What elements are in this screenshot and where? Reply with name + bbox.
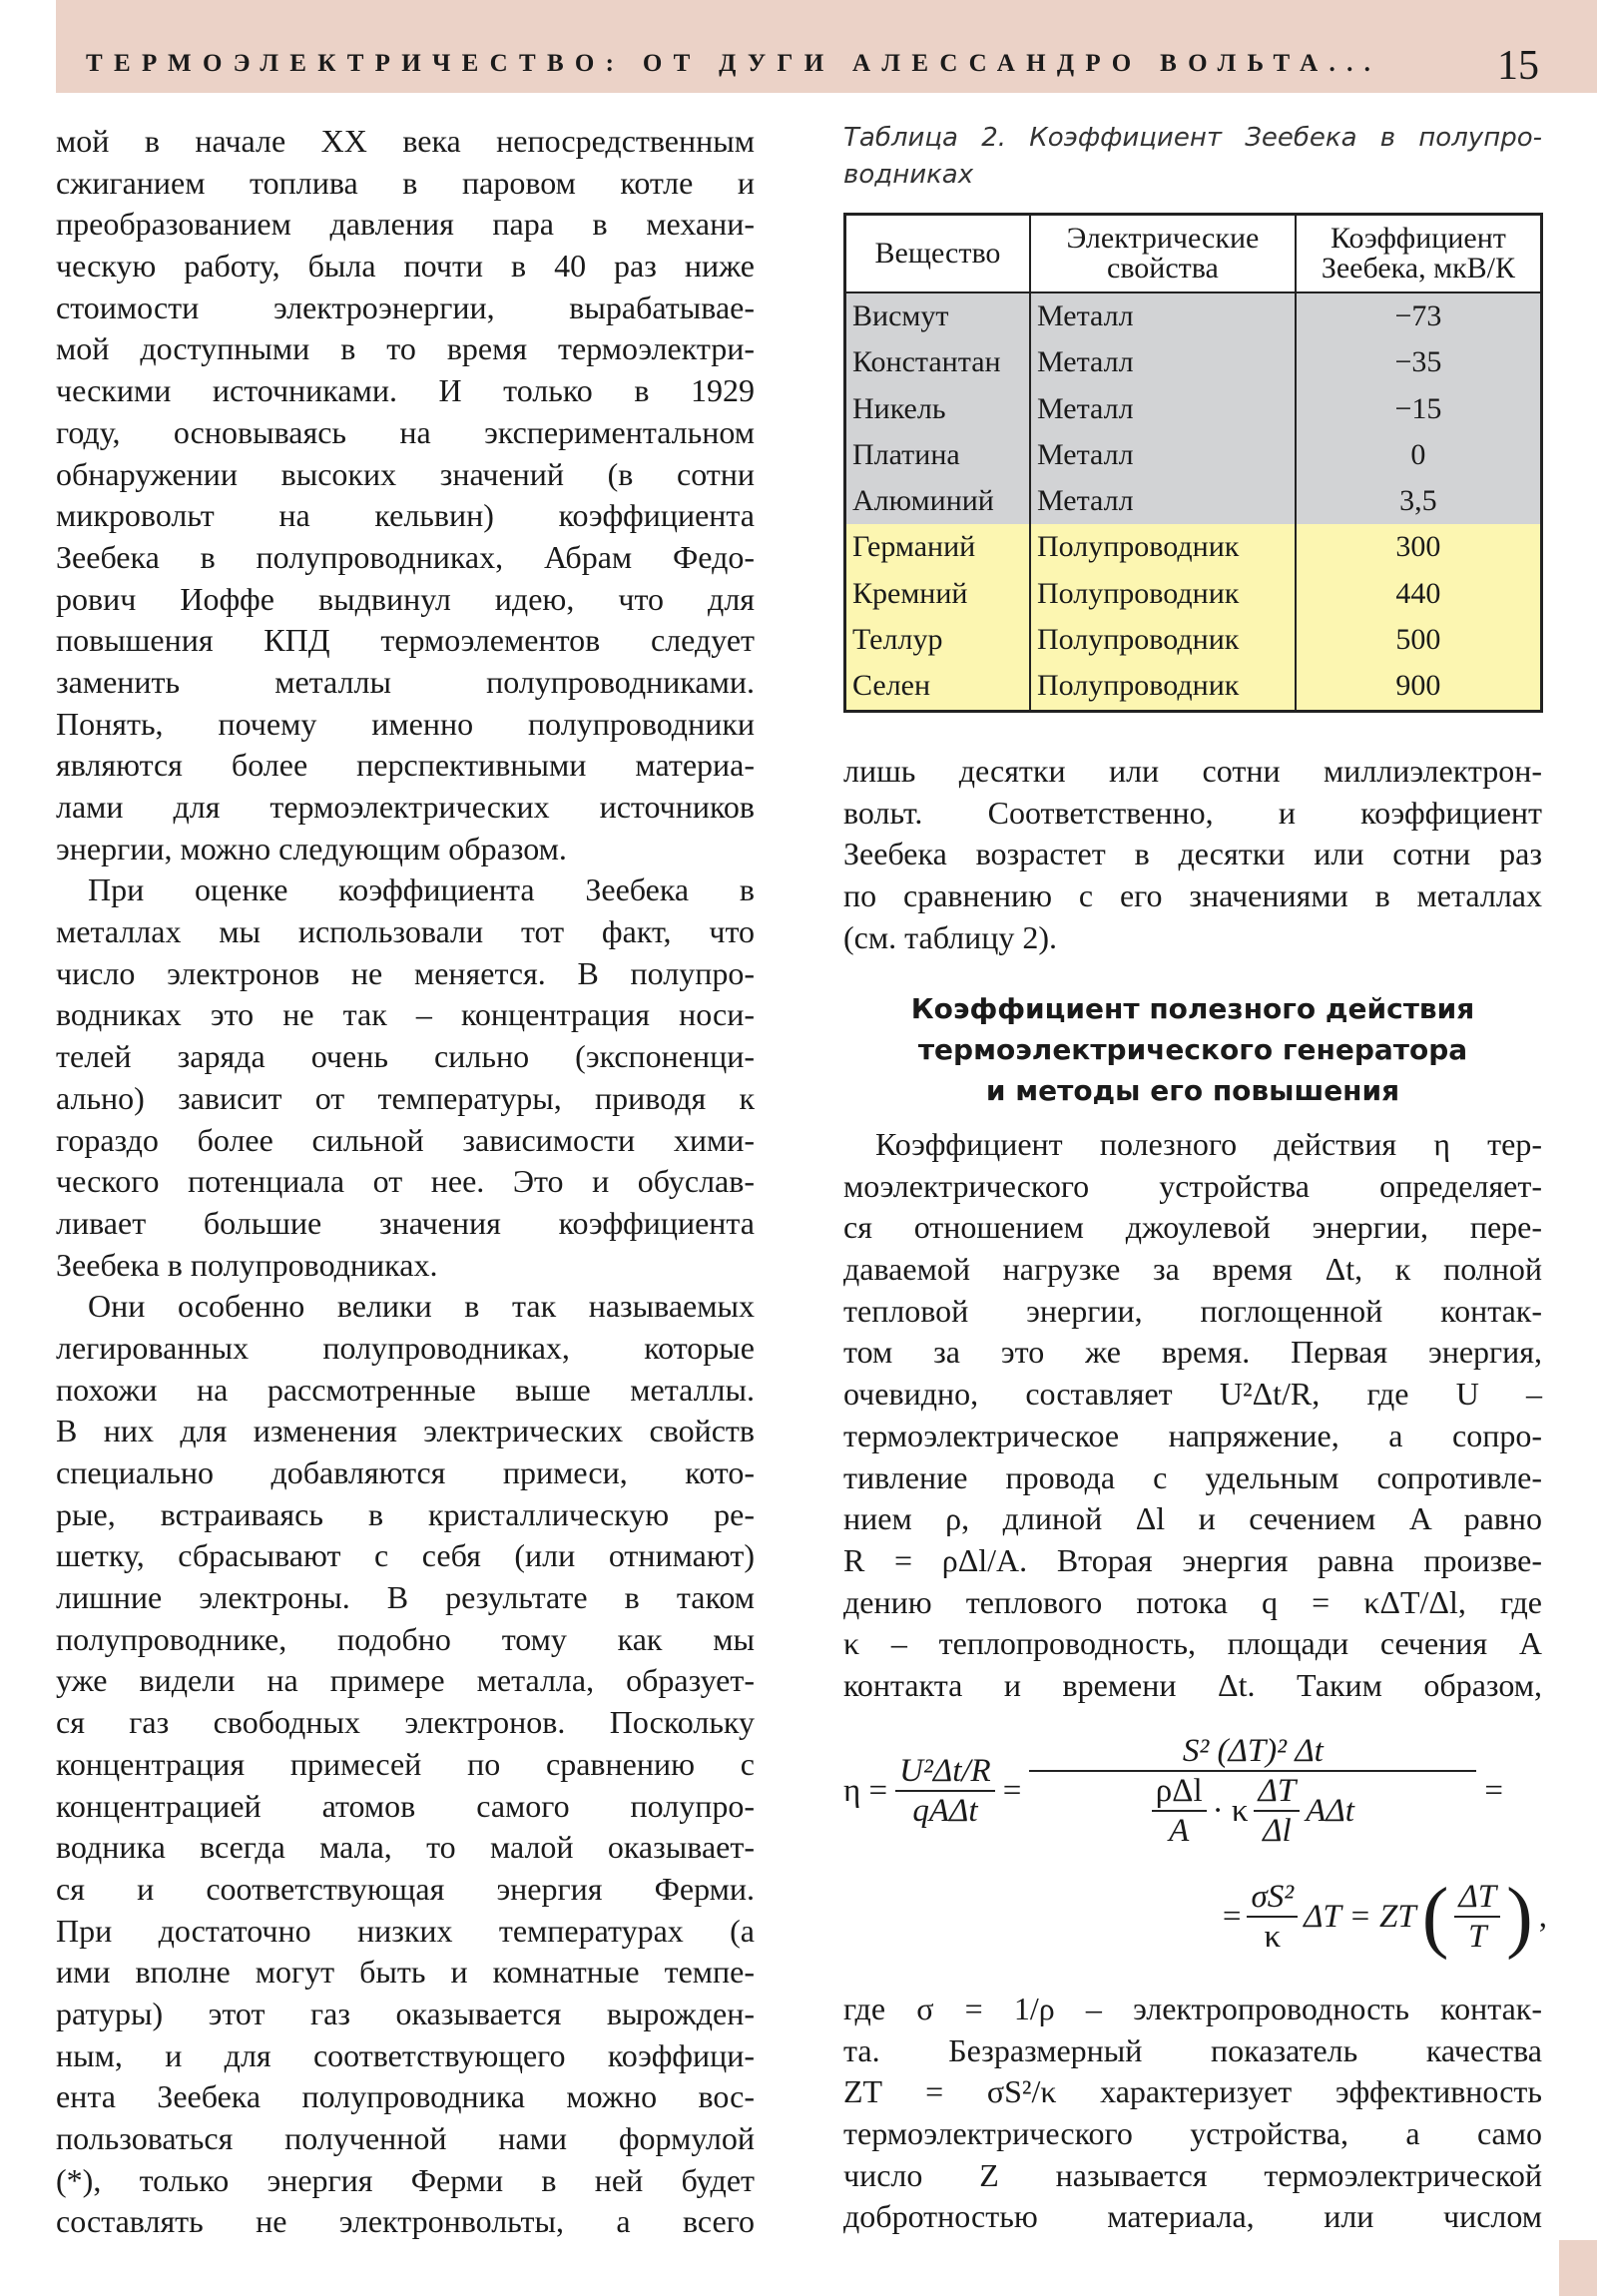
substance-cell: Германий bbox=[845, 524, 1030, 570]
text-line: Зеебека в полупроводниках, Абрам Федо- bbox=[56, 538, 755, 575]
table-row bbox=[845, 571, 1542, 617]
text-line: повышения КПД термоэлементов следует bbox=[56, 622, 755, 659]
text-line: году, основываясь на экспериментальном bbox=[56, 413, 755, 450]
fraction-4: $\frac{\Delta T}{T}$ bbox=[1454, 1878, 1500, 1956]
header-substance: Вещество bbox=[845, 215, 1030, 293]
fraction-2 bbox=[1029, 1732, 1476, 1850]
text-line: телей заряда очень сильно (экспоненци- bbox=[56, 1038, 755, 1075]
text-line: пользоваться полученной нами формулой bbox=[56, 2120, 755, 2156]
denominator: qAΔt bbox=[912, 1793, 978, 1829]
heading-line: Коэффициент полезного действия bbox=[910, 992, 1475, 1025]
text-line: моэлектрического устройства определяет- bbox=[843, 1167, 1542, 1204]
property-cell: Металл bbox=[1030, 478, 1296, 524]
text-line: энергии, можно следующим образом. bbox=[56, 830, 567, 866]
substance-cell: Кремний bbox=[845, 571, 1030, 617]
substance-cell: Платина bbox=[845, 432, 1030, 478]
coefficient-cell: 900 bbox=[1296, 663, 1542, 711]
text-line: тивление провода с удельным сопротивле- bbox=[843, 1458, 1542, 1495]
formula-line-1 bbox=[843, 1732, 1503, 1850]
table-row bbox=[845, 663, 1542, 711]
text-line: микровольт на кельвин) коэффициента bbox=[56, 497, 755, 534]
table-caption bbox=[843, 120, 1542, 194]
text-line: При оценке коэффициента Зеебека в bbox=[88, 871, 755, 908]
sub-fraction: $\frac{\Delta T}{\Delta l}$ bbox=[1254, 1772, 1300, 1850]
table-row bbox=[845, 386, 1542, 432]
text-line: ратуры) этот газ оказывается вырожден- bbox=[56, 1995, 755, 2031]
text-line: Они особенно велики в так называемых bbox=[88, 1288, 755, 1325]
eta-symbol: η = bbox=[843, 1772, 888, 1809]
coefficient-cell: −73 bbox=[1296, 292, 1542, 339]
text-line: ZT = σS²/κ характеризует эффективность bbox=[843, 2073, 1542, 2110]
text-line: преобразованием давления пара в механи- bbox=[56, 206, 755, 243]
corner-decoration bbox=[1559, 2240, 1597, 2296]
text-line: При достаточно низких температурах (а bbox=[56, 1912, 755, 1949]
text-line: ся отношением джоулевой энергии, пере- bbox=[843, 1209, 1542, 1246]
text-line: стоимости электроэнергии, вырабатывае- bbox=[56, 288, 755, 325]
coefficient-cell: −15 bbox=[1296, 386, 1542, 432]
text-line: ся и соответствующая энергия Ферми. bbox=[56, 1870, 755, 1907]
text-line: очевидно, составляет U²Δt/R, где U – bbox=[843, 1376, 1542, 1413]
table-row bbox=[845, 524, 1542, 570]
fraction-1 bbox=[895, 1752, 995, 1830]
final-paragraph bbox=[843, 1989, 1542, 2238]
efficiency-paragraph bbox=[843, 1124, 1542, 1707]
substance-cell: Селен bbox=[845, 663, 1030, 711]
equals: = bbox=[1222, 1898, 1242, 1935]
fraction-3: $\frac{\text{σS²}}{\kappa}$ bbox=[1247, 1878, 1298, 1956]
table-row bbox=[845, 339, 1542, 385]
text-line: похожи на рассмотренные выше металлы. bbox=[56, 1371, 755, 1408]
numerator: S² (ΔT)² Δt bbox=[1182, 1733, 1324, 1769]
text-line: (*), только энергия Ферми в ней будет bbox=[56, 2161, 755, 2198]
coefficient-cell: 300 bbox=[1296, 524, 1542, 570]
equals: = bbox=[1002, 1772, 1022, 1809]
text-line: том за это же время. Первая энергия, bbox=[843, 1334, 1542, 1371]
text-line: ческого потенциала от нее. Это и обуслав- bbox=[56, 1163, 755, 1200]
substance-cell: Алюминий bbox=[845, 478, 1030, 524]
text-line: легированных полупроводниках, которые bbox=[56, 1329, 755, 1366]
denominator: $\frac{\text{ρΔl}}{A}$ · κ $\frac{\Delta T}{\Delta l}$ AΔt bbox=[1148, 1772, 1358, 1850]
text-line: шетку, сбрасывают с себя (или отнимают) bbox=[56, 1537, 755, 1574]
text-line: мой доступными в то время термоэлектри- bbox=[56, 330, 755, 367]
text-line: даваемой нагрузке за время Δt, к полной bbox=[843, 1251, 1542, 1288]
property-cell: Полупроводник bbox=[1030, 571, 1296, 617]
table-row bbox=[845, 432, 1542, 478]
text-line: В них для изменения электрических свойств bbox=[56, 1413, 755, 1449]
header-seebeck-coefficient: Коэффициент Зеебека, мкВ/К bbox=[1296, 215, 1542, 293]
text-line: ся газ свободных электронов. Поскольку bbox=[56, 1704, 755, 1741]
substance-cell: Константан bbox=[845, 339, 1030, 385]
text-line: (см. таблицу 2). bbox=[843, 918, 1058, 955]
property-cell: Металл bbox=[1030, 339, 1296, 385]
text-line: Зеебека в полупроводниках. bbox=[56, 1246, 438, 1283]
header-electrical-properties: Электрические свойства bbox=[1030, 215, 1296, 293]
text-line: по сравнению с его значениями в металлах bbox=[843, 877, 1542, 914]
text-line: ным, и для соответствующего коэффици- bbox=[56, 2036, 755, 2073]
text-line: добротностью материала, или числом bbox=[843, 2198, 1542, 2235]
equals: = bbox=[1484, 1772, 1503, 1809]
text-line: дению теплового потока q = κΔT/Δl, где bbox=[843, 1583, 1542, 1620]
text-line: рович Иоффе выдвинул идею, что для bbox=[56, 580, 755, 617]
efficiency-formula bbox=[843, 1732, 1547, 1982]
text-line: ально) зависит от температуры, приводя к bbox=[56, 1079, 755, 1116]
zt-term: ΔT = ZT bbox=[1304, 1898, 1416, 1935]
text-line: полупроводнике, подобно тому как мы bbox=[56, 1620, 755, 1657]
header-band bbox=[56, 0, 1597, 93]
text-line: контакта и времени Δt. Таким образом, bbox=[843, 1666, 1542, 1703]
text-line: ческими источниками. И только в 1929 bbox=[56, 372, 755, 409]
text-line: ческую работу, была почти в 40 раз ниже bbox=[56, 248, 755, 285]
sub-fraction: $\frac{\text{ρΔl}}{A}$ bbox=[1152, 1772, 1207, 1850]
text-line: термоэлектрическое напряжение, а сопро- bbox=[843, 1417, 1542, 1453]
text-line: водника всегда мала, то малой оказывает- bbox=[56, 1829, 755, 1866]
property-cell: Полупроводник bbox=[1030, 663, 1296, 711]
text-line: ливает большие значения коэффициента bbox=[56, 1204, 755, 1241]
text-line: Понять, почему именно полупроводники bbox=[56, 705, 755, 742]
property-cell: Металл bbox=[1030, 432, 1296, 478]
text-line: где σ = 1/ρ – электропроводность контак- bbox=[843, 1991, 1542, 2026]
text-line: Коэффициент полезного действия η тер- bbox=[875, 1126, 1542, 1162]
text-line: термоэлектрического устройства, а само bbox=[843, 2115, 1542, 2152]
table-row bbox=[845, 292, 1542, 339]
text-line: рые, встраиваясь в кристаллическую ре- bbox=[56, 1495, 755, 1532]
text-line: Зеебека возрастет в десятки или сотни раз bbox=[843, 836, 1542, 872]
property-cell: Полупроводник bbox=[1030, 524, 1296, 570]
heading-line: и методы его повышения bbox=[985, 1074, 1400, 1107]
heading-line: термоэлектрического генератора bbox=[917, 1033, 1468, 1066]
running-title: ТЕРМОЭЛЕКТРИЧЕСТВО: ОТ ДУГИ АЛЕССАНДРО ВОЛЬТА... bbox=[86, 50, 1382, 77]
table-row bbox=[845, 478, 1542, 524]
text-line: тепловой энергии, поглощенной контак- bbox=[843, 1292, 1542, 1329]
coefficient-cell: −35 bbox=[1296, 339, 1542, 385]
numerator: U²Δt/R bbox=[899, 1753, 991, 1789]
text-line: мой в начале XX века непосредственным bbox=[56, 123, 755, 159]
text-line: являются более перспективными материа- bbox=[56, 747, 755, 784]
text-line: гораздо более сильной зависимости хими- bbox=[56, 1121, 755, 1158]
caption-line: водниках bbox=[843, 160, 974, 190]
text-line: лишние электроны. В результате в таком bbox=[56, 1579, 755, 1616]
text-line: сжиганием топлива в паровом котле и bbox=[56, 164, 755, 201]
text-line: число электронов не меняется. В полупро- bbox=[56, 954, 755, 991]
section-heading bbox=[843, 988, 1542, 1111]
property-cell: Металл bbox=[1030, 292, 1296, 339]
text-line: лишь десятки или сотни миллиэлектрон- bbox=[843, 753, 1542, 789]
text-line: лами для термоэлектрических источников bbox=[56, 789, 755, 825]
text-line: специально добавляются примеси, кото- bbox=[56, 1454, 755, 1490]
text-line: водниках это не так – концентрация носи- bbox=[56, 996, 755, 1033]
text-line: составлять не электронвольты, а всего bbox=[56, 2203, 755, 2240]
text-line: ими вполне могут быть и комнатные темпе- bbox=[56, 1954, 755, 1991]
property-cell: Металл bbox=[1030, 386, 1296, 432]
substance-cell: Теллур bbox=[845, 617, 1030, 663]
coefficient-cell: 440 bbox=[1296, 571, 1542, 617]
coefficient-cell: 500 bbox=[1296, 617, 1542, 663]
text-line: κ – теплопроводность, площади сечения A bbox=[843, 1625, 1542, 1662]
substance-cell: Висмут bbox=[845, 292, 1030, 339]
text-line: вольт. Соответственно, и коэффициент bbox=[843, 794, 1542, 831]
text-line: уже видели на примере металла, образует- bbox=[56, 1662, 755, 1699]
text-line: ента Зеебека полупроводника можно вос- bbox=[56, 2078, 755, 2115]
text-line: R = ρΔl/A. Вторая энергия равна произве- bbox=[843, 1541, 1542, 1578]
text-line: обнаружении высоких значений (в сотни bbox=[56, 455, 755, 492]
text-line: число Z называется термоэлектрической bbox=[843, 2156, 1542, 2193]
property-cell: Полупроводник bbox=[1030, 617, 1296, 663]
coefficient-cell: 3,5 bbox=[1296, 478, 1542, 524]
left-column bbox=[56, 121, 755, 2243]
table-row bbox=[845, 617, 1542, 663]
text-after-table bbox=[843, 751, 1542, 958]
text-line: та. Безразмерный показатель качества bbox=[843, 2031, 1542, 2068]
seebeck-table bbox=[843, 213, 1543, 713]
text-line: металлах мы использовали тот факт, что bbox=[56, 913, 755, 950]
page-number: 15 bbox=[1497, 43, 1539, 89]
coefficient-cell: 0 bbox=[1296, 432, 1542, 478]
substance-cell: Никель bbox=[845, 386, 1030, 432]
text-line: нием ρ, длиной Δl и сечением A равно bbox=[843, 1500, 1542, 1537]
text-line: концентрация примесей по сравнению с bbox=[56, 1745, 755, 1782]
caption-line: Таблица 2. Коэффициент Зеебека в полупро- bbox=[843, 123, 1542, 153]
text-line: заменить металлы полупроводниками. bbox=[56, 663, 755, 700]
formula-line-2: = $\frac{\text{σS²}}{\kappa}$ ΔT = ZT ( $\frac{\Delta T}{T}$ ) , bbox=[1222, 1873, 1547, 1961]
text-line: концентрацией атомов самого полупро- bbox=[56, 1787, 755, 1824]
